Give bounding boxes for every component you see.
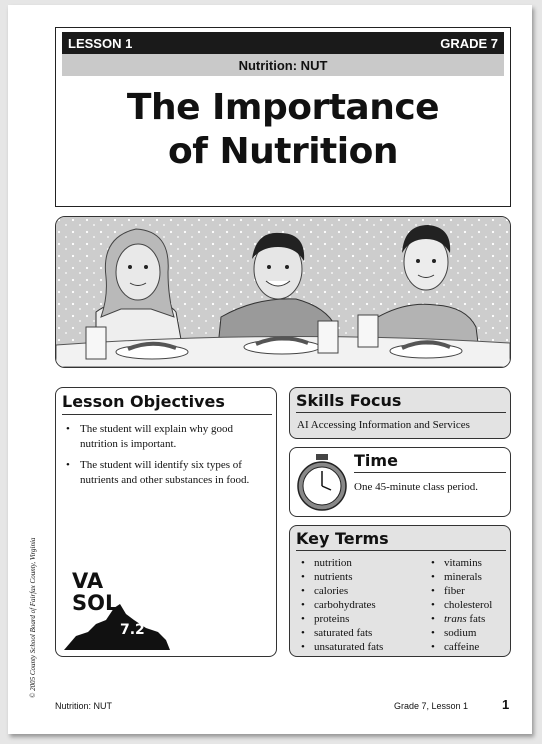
term-item: • vitamins bbox=[444, 556, 534, 570]
key-terms-title: Key Terms bbox=[296, 529, 389, 548]
students-eating-illustration bbox=[55, 216, 511, 368]
title-line-2: of Nutrition bbox=[168, 131, 398, 172]
key-terms-lists bbox=[298, 556, 534, 654]
va-text: VA bbox=[72, 569, 104, 593]
divider bbox=[62, 414, 272, 415]
term-item: • carbohydrates bbox=[314, 598, 428, 612]
lesson-bar bbox=[62, 32, 504, 54]
lesson-label: LESSON 1 bbox=[68, 35, 133, 51]
page-title bbox=[56, 86, 510, 174]
objective-item: • The student will identify six types of nutrients and other substances in food. bbox=[80, 458, 268, 488]
term-item: • nutrition bbox=[314, 556, 428, 570]
stopwatch-icon bbox=[294, 454, 350, 512]
worksheet-page bbox=[8, 5, 532, 734]
term-item: • sodium bbox=[444, 626, 534, 640]
copyright-notice: © 2005 County School Board of Fairfax County, Virginia bbox=[29, 537, 37, 698]
sol-text: SOL bbox=[72, 591, 119, 615]
key-terms-panel bbox=[289, 525, 511, 657]
term-item: • fiber bbox=[444, 584, 534, 598]
illustration-svg bbox=[56, 217, 510, 367]
objective-item: • The student will explain why good nutrition is important. bbox=[80, 422, 268, 452]
term-item: • proteins bbox=[314, 612, 428, 626]
term-item: • cholesterol bbox=[444, 598, 534, 612]
term-item-trans-fats bbox=[444, 612, 534, 626]
unit-label: Nutrition: NUT bbox=[238, 57, 328, 73]
divider bbox=[296, 550, 506, 551]
term-item: • calories bbox=[314, 584, 428, 598]
key-terms-column-1 bbox=[298, 556, 428, 654]
trans-word: trans bbox=[444, 613, 467, 625]
skills-title: Skills Focus bbox=[296, 391, 402, 410]
sol-number: 7.2 bbox=[120, 622, 145, 638]
page-number: 1 bbox=[502, 697, 510, 712]
term-item: • saturated fats bbox=[314, 626, 428, 640]
footer-unit: Nutrition: NUT bbox=[55, 701, 113, 711]
term-item: • caffeine bbox=[444, 640, 534, 654]
title-box bbox=[55, 27, 511, 207]
title-line-1: The Importance bbox=[126, 87, 440, 128]
fats-word: fats bbox=[466, 613, 486, 625]
skills-focus-panel bbox=[289, 387, 511, 439]
lesson-objectives-panel bbox=[55, 387, 277, 657]
footer-grade-lesson: Grade 7, Lesson 1 bbox=[394, 701, 469, 711]
term-item: • nutrients bbox=[314, 570, 428, 584]
divider bbox=[296, 412, 506, 413]
unit-bar bbox=[62, 54, 504, 76]
time-panel bbox=[289, 447, 511, 517]
divider bbox=[354, 472, 506, 473]
term-item: • minerals bbox=[444, 570, 534, 584]
time-title: Time bbox=[354, 451, 398, 470]
grade-label: GRADE 7 bbox=[440, 35, 498, 51]
va-sol-badge bbox=[62, 570, 172, 652]
term-item: • unsaturated fats bbox=[314, 640, 428, 654]
key-terms-column-2 bbox=[428, 556, 534, 654]
objectives-list bbox=[62, 422, 268, 494]
time-text: One 45-minute class period. bbox=[354, 481, 479, 493]
skills-text: AI Accessing Information and Services bbox=[297, 419, 470, 431]
objectives-title: Lesson Objectives bbox=[62, 392, 225, 411]
